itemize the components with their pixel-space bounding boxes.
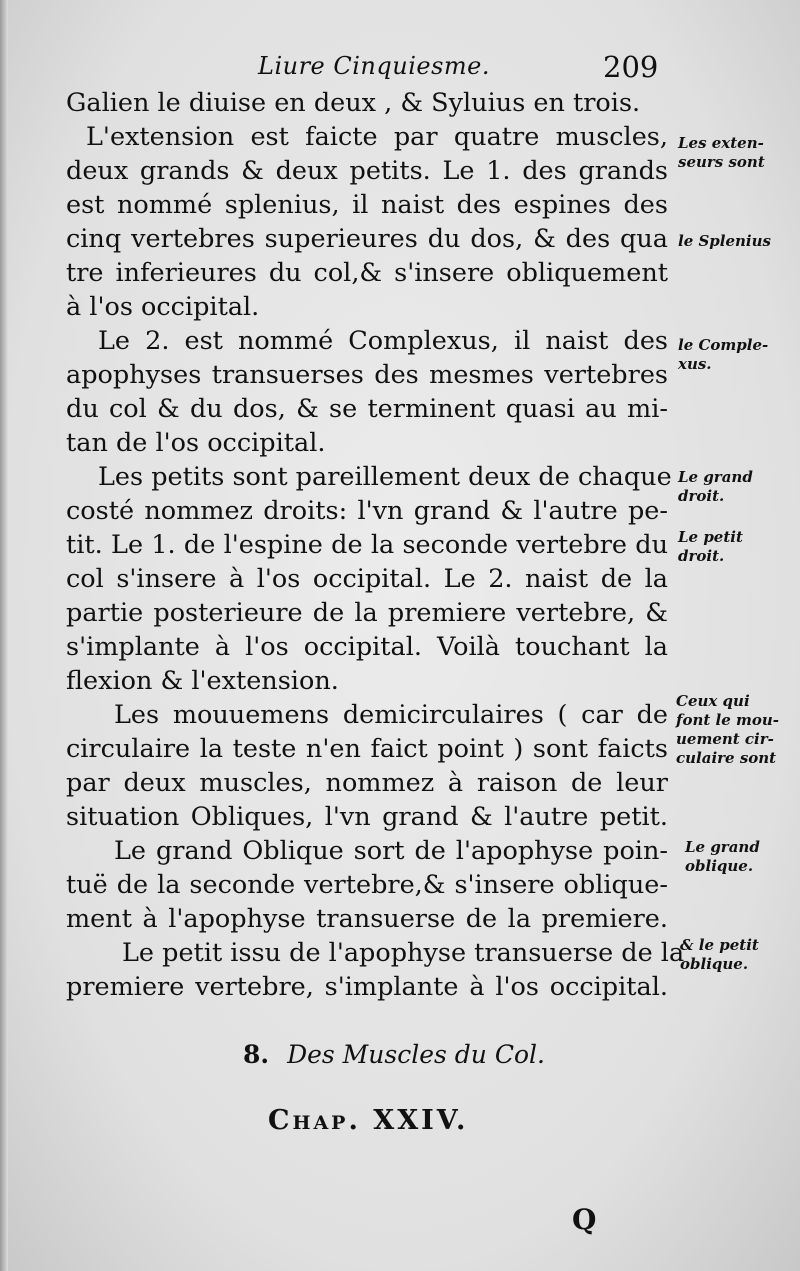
text-line: par deux muscles, nommez à raison de leur: [66, 768, 668, 798]
text-line: deux grands & deux petits. Le 1. des grands: [66, 156, 668, 186]
margin-note-complexus: le Comple- xus.: [678, 336, 769, 373]
text-line: tan de l'os occipital.: [66, 428, 326, 458]
chapter-heading: Chap. XXIV.: [268, 1105, 469, 1136]
text-line: Le 2. est nommé Complexus, il naist des: [98, 326, 668, 356]
text-line: situation Obliques, l'vn grand & l'autre petit.: [66, 802, 668, 832]
text-line: flexion & l'extension.: [66, 666, 339, 696]
text-line: partie posterieure de la premiere vertebre, &: [66, 598, 668, 628]
text-line: à l'os occipital.: [66, 292, 260, 322]
text-line: est nommé splenius, il naist des espines des: [66, 190, 668, 220]
text-line: Le petit issu de l'apophyse transuerse de la: [122, 938, 685, 968]
text-line: apophyses transuerses des mesmes vertebres: [66, 360, 668, 390]
text-line: Les mouuemens demicirculaires ( car de: [114, 700, 668, 730]
section-title: Des Muscles du Col.: [287, 1040, 545, 1069]
text-line: costé nommez droits: l'vn grand & l'autre pe-: [66, 496, 668, 526]
margin-note-splenius: le Splenius: [678, 232, 771, 250]
margin-note-circulaire: Ceux qui font le mou- uement cir- culaire sont: [676, 692, 779, 767]
margin-note-grand-droit: Le grand droit.: [678, 468, 753, 505]
section-number: 8.: [243, 1040, 270, 1069]
text-line: s'implante à l'os occipital. Voilà touchant la: [66, 632, 668, 662]
text-line: cinq vertebres superieures du dos, & des qua: [66, 224, 668, 254]
page-number: 209: [603, 50, 659, 84]
text-line: Le grand Oblique sort de l'apophyse poin-: [114, 836, 668, 866]
text-line: circulaire la teste n'en faict point ) sont faicts: [66, 734, 668, 764]
text-line: Galien le diuise en deux , & Syluius en trois.: [66, 88, 641, 118]
text-line: tit. Le 1. de l'espine de la seconde vertebre du: [66, 530, 668, 560]
text-line: L'extension est faicte par quatre muscles,: [86, 122, 668, 152]
text-line: ment à l'apophyse transuerse de la premiere.: [66, 904, 668, 934]
text-line: tuë de la seconde vertebre,& s'insere oblique-: [66, 870, 668, 900]
text-line: tre inferieures du col,& s'insere obliquement: [66, 258, 668, 288]
footer-ornament: Q: [572, 1203, 597, 1236]
text-line: Les petits sont pareillement deux de chaque: [98, 462, 672, 492]
margin-note-petit-oblique: & le petit oblique.: [680, 936, 759, 973]
text-line: du col & du dos, & se terminent quasi au mi-: [66, 394, 668, 424]
margin-note-grand-oblique: Le grand oblique.: [685, 838, 760, 875]
section-heading: [243, 1040, 545, 1069]
margin-note-petit-droit: Le petit droit.: [678, 528, 743, 565]
text-line: premiere vertebre, s'implante à l'os occipital.: [66, 972, 668, 1002]
running-head: Liure Cinquiesme.: [258, 52, 490, 80]
text-line: col s'insere à l'os occipital. Le 2. naist de la: [66, 564, 668, 594]
margin-note-extenseurs: Les exten- seurs sont: [678, 134, 765, 171]
